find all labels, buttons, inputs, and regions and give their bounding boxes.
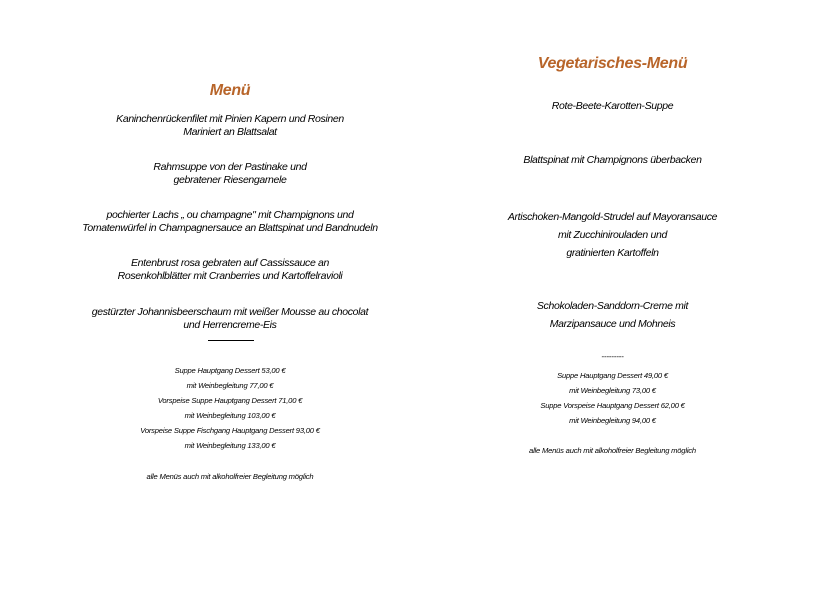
price-line: Vorspeise Suppe Fischgang Hauptgang Dessert 93,00 € bbox=[140, 426, 320, 435]
course-line: pochierter Lachs „ ou champagne" mit Champignons und bbox=[106, 209, 354, 221]
course-line: Rosenkohlblätter mit Cranberries und Kartoffelravioli bbox=[117, 269, 343, 282]
price-line: Vorspeise Suppe Hauptgang Dessert 71,00 € bbox=[157, 396, 303, 405]
price-line: mit Weinbegleitung 103,00 € bbox=[184, 411, 276, 420]
menu-title: Menü bbox=[209, 82, 251, 99]
veg-course-4 bbox=[470, 297, 755, 333]
course-line: gestürzter Johannisbeerschaum mit weißer Mousse au chocolat bbox=[91, 306, 369, 318]
course-line: Marzipansauce und Mohneis bbox=[549, 318, 676, 330]
veg-course-3 bbox=[470, 208, 755, 262]
beverage-note: alle Menüs auch mit alkoholfreier Begleitung möglich bbox=[529, 446, 696, 455]
vegetarian-menu-title: Vegetarisches-Menü bbox=[537, 55, 688, 72]
price-line: Suppe Hauptgang Dessert 53,00 € bbox=[174, 366, 286, 375]
course-line: und Herrencreme-Eis bbox=[183, 318, 277, 331]
course-5 bbox=[40, 306, 420, 331]
course-line: Rote-Beete-Karotten-Suppe bbox=[551, 100, 674, 112]
course-line: Rahmsuppe von der Pastinake und bbox=[153, 161, 307, 173]
price-line: mit Weinbegleitung 94,00 € bbox=[569, 416, 656, 425]
course-line: gebratener Riesengarnele bbox=[173, 173, 287, 186]
divider-line bbox=[208, 340, 254, 341]
veg-course-1 bbox=[470, 100, 755, 113]
course-line: mit Zucchinirouladen und bbox=[558, 229, 667, 241]
course-4 bbox=[40, 257, 420, 282]
course-line: gratinierten Kartoffeln bbox=[566, 247, 659, 259]
course-line: Tomatenwürfel in Champagnersauce an Blattspinat und Bandnudeln bbox=[82, 221, 378, 234]
course-line: Artischoken-Mangold-Strudel auf Mayoransauce bbox=[507, 211, 718, 223]
course-line: Schokoladen-Sanddorn-Creme mit bbox=[536, 300, 689, 312]
price-line: mit Weinbegleitung 73,00 € bbox=[569, 386, 656, 395]
veg-course-2 bbox=[470, 154, 755, 167]
beverage-note: alle Menüs auch mit alkoholfreier Begleitung möglich bbox=[146, 472, 314, 481]
separator-dashes: --------- bbox=[601, 352, 624, 361]
price-line: mit Weinbegleitung 133,00 € bbox=[184, 441, 276, 450]
price-line: Suppe Vorspeise Hauptgang Dessert 62,00 € bbox=[540, 401, 685, 410]
course-3 bbox=[40, 209, 420, 234]
price-line: Suppe Hauptgang Dessert 49,00 € bbox=[557, 371, 668, 380]
course-2 bbox=[40, 161, 420, 186]
course-line: Entenbrust rosa gebraten auf Cassissauce an bbox=[131, 257, 329, 269]
course-line: Kaninchenrückenfilet mit Pinien Kapern und Rosinen bbox=[116, 113, 344, 125]
price-line: mit Weinbegleitung 77,00 € bbox=[186, 381, 274, 390]
course-1 bbox=[40, 113, 420, 138]
course-line: Mariniert an Blattsalat bbox=[183, 125, 277, 138]
course-line: Blattspinat mit Champignons überbacken bbox=[523, 154, 702, 166]
